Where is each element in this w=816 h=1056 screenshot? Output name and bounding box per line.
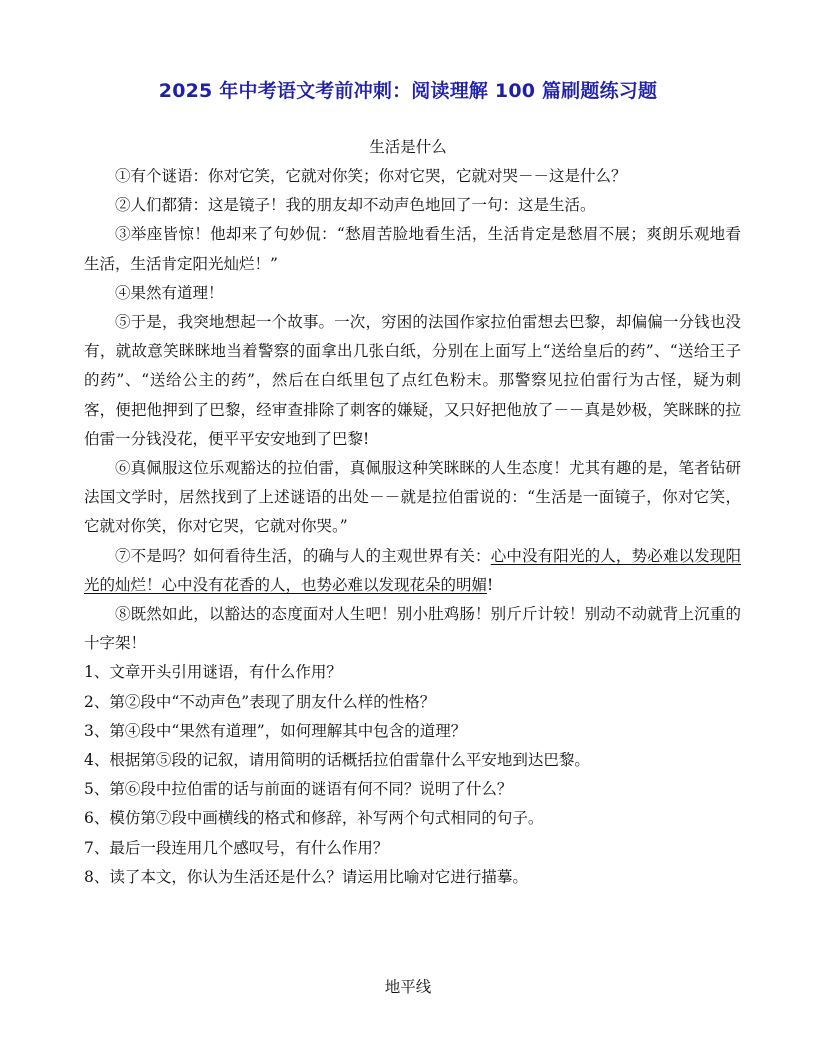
paragraph-1: ①有个谜语：你对它笑，它就对你笑；你对它哭，它就对哭－－这是什么？ xyxy=(115,167,627,185)
paragraph-5: ⑤于是，我突地想起一个故事。一次，穷困的法国作家拉伯雷想去巴黎，却偏偏一分钱也没有，就故意笑眯眯地当着警察的面拿出几张白纸，分别在上面写上“送给皇后的药”、“送给王子的药”、“送给公主的药”，然后在白纸里包了点红色粉末。那警察见拉伯雷行为古怪，疑为刺客，便把他押到了巴黎，经审查排除了刺客的嫌疑，又只好把他放了－－真是妙极，笑眯眯的拉伯雷一分钱没花，便平平安安地到了巴黎! xyxy=(84,313,741,448)
question-6: 6、模仿第⑦段中画横线的格式和修辞，补写两个句式相同的句子。 xyxy=(84,809,544,828)
paragraph-6: ⑥真佩服这位乐观豁达的拉伯雷，真佩服这种笑眯眯的人生态度！尤其有趣的是，笔者钻研法国文学时，居然找到了上述谜语的出处－－就是拉伯雷说的：“生活是一面镜子，你对它笑，它就对你笑，你对它哭，它就对你哭。” xyxy=(84,459,741,536)
question-4: 4、根据第⑤段的记叙，请用简明的话概括拉伯雷靠什么平安地到达巴黎。 xyxy=(84,751,590,770)
question-8: 8、读了本文，你认为生活还是什么？请运用比喻对它进行描摹。 xyxy=(84,867,528,886)
paragraph-4: ④果然有道理！ xyxy=(115,283,224,302)
article-title: 生活是什么 xyxy=(369,138,447,156)
paragraph-7 xyxy=(84,542,741,600)
question-1: 1、文章开头引用谜语，有什么作用？ xyxy=(84,663,342,682)
underlined-sentence: 心中没有阳光的人，势必难以发现阳光的灿烂！心中没有花香的人，也势必难以发现花朵的明媚 xyxy=(84,546,741,594)
document-title: 2025 年中考语文考前冲刺：阅读理解 100 篇刷题练习题 xyxy=(158,80,658,102)
question-3: 3、第④段中“果然有道理”，如何理解其中包含的道理？ xyxy=(84,721,467,740)
paragraph-7-end: ! xyxy=(487,575,494,594)
question-5: 5、第⑥段中拉伯雷的话与前面的谜语有何不同？说明了什么？ xyxy=(84,780,513,799)
question-2: 2、第②段中“不动声色”表现了朋友什么样的性格？ xyxy=(84,692,436,711)
paragraph-3: ③举座皆惊！他却来了句妙侃：“愁眉苦脸地看生活，生活肯定是愁眉不展；爽朗乐观地看生活，生活肯定阳光灿烂！” xyxy=(84,225,741,273)
paragraph-7-text: ⑦不是吗？如何看待生活，的确与人的主观世界有关： xyxy=(115,546,491,565)
question-7: 7、最后一段连用几个感叹号，有什么作用？ xyxy=(84,838,389,857)
article-body xyxy=(84,162,741,892)
next-article-title: 地平线 xyxy=(384,978,432,996)
paragraph-2: ②人们都猜：这是镜子！我的朋友却不动声色地回了一句：这是生活。 xyxy=(115,196,596,215)
paragraph-8: ⑧既然如此，以豁达的态度面对人生吧！别小肚鸡肠！别斤斤计较！别动不动就背上沉重的十字架！ xyxy=(84,605,741,653)
